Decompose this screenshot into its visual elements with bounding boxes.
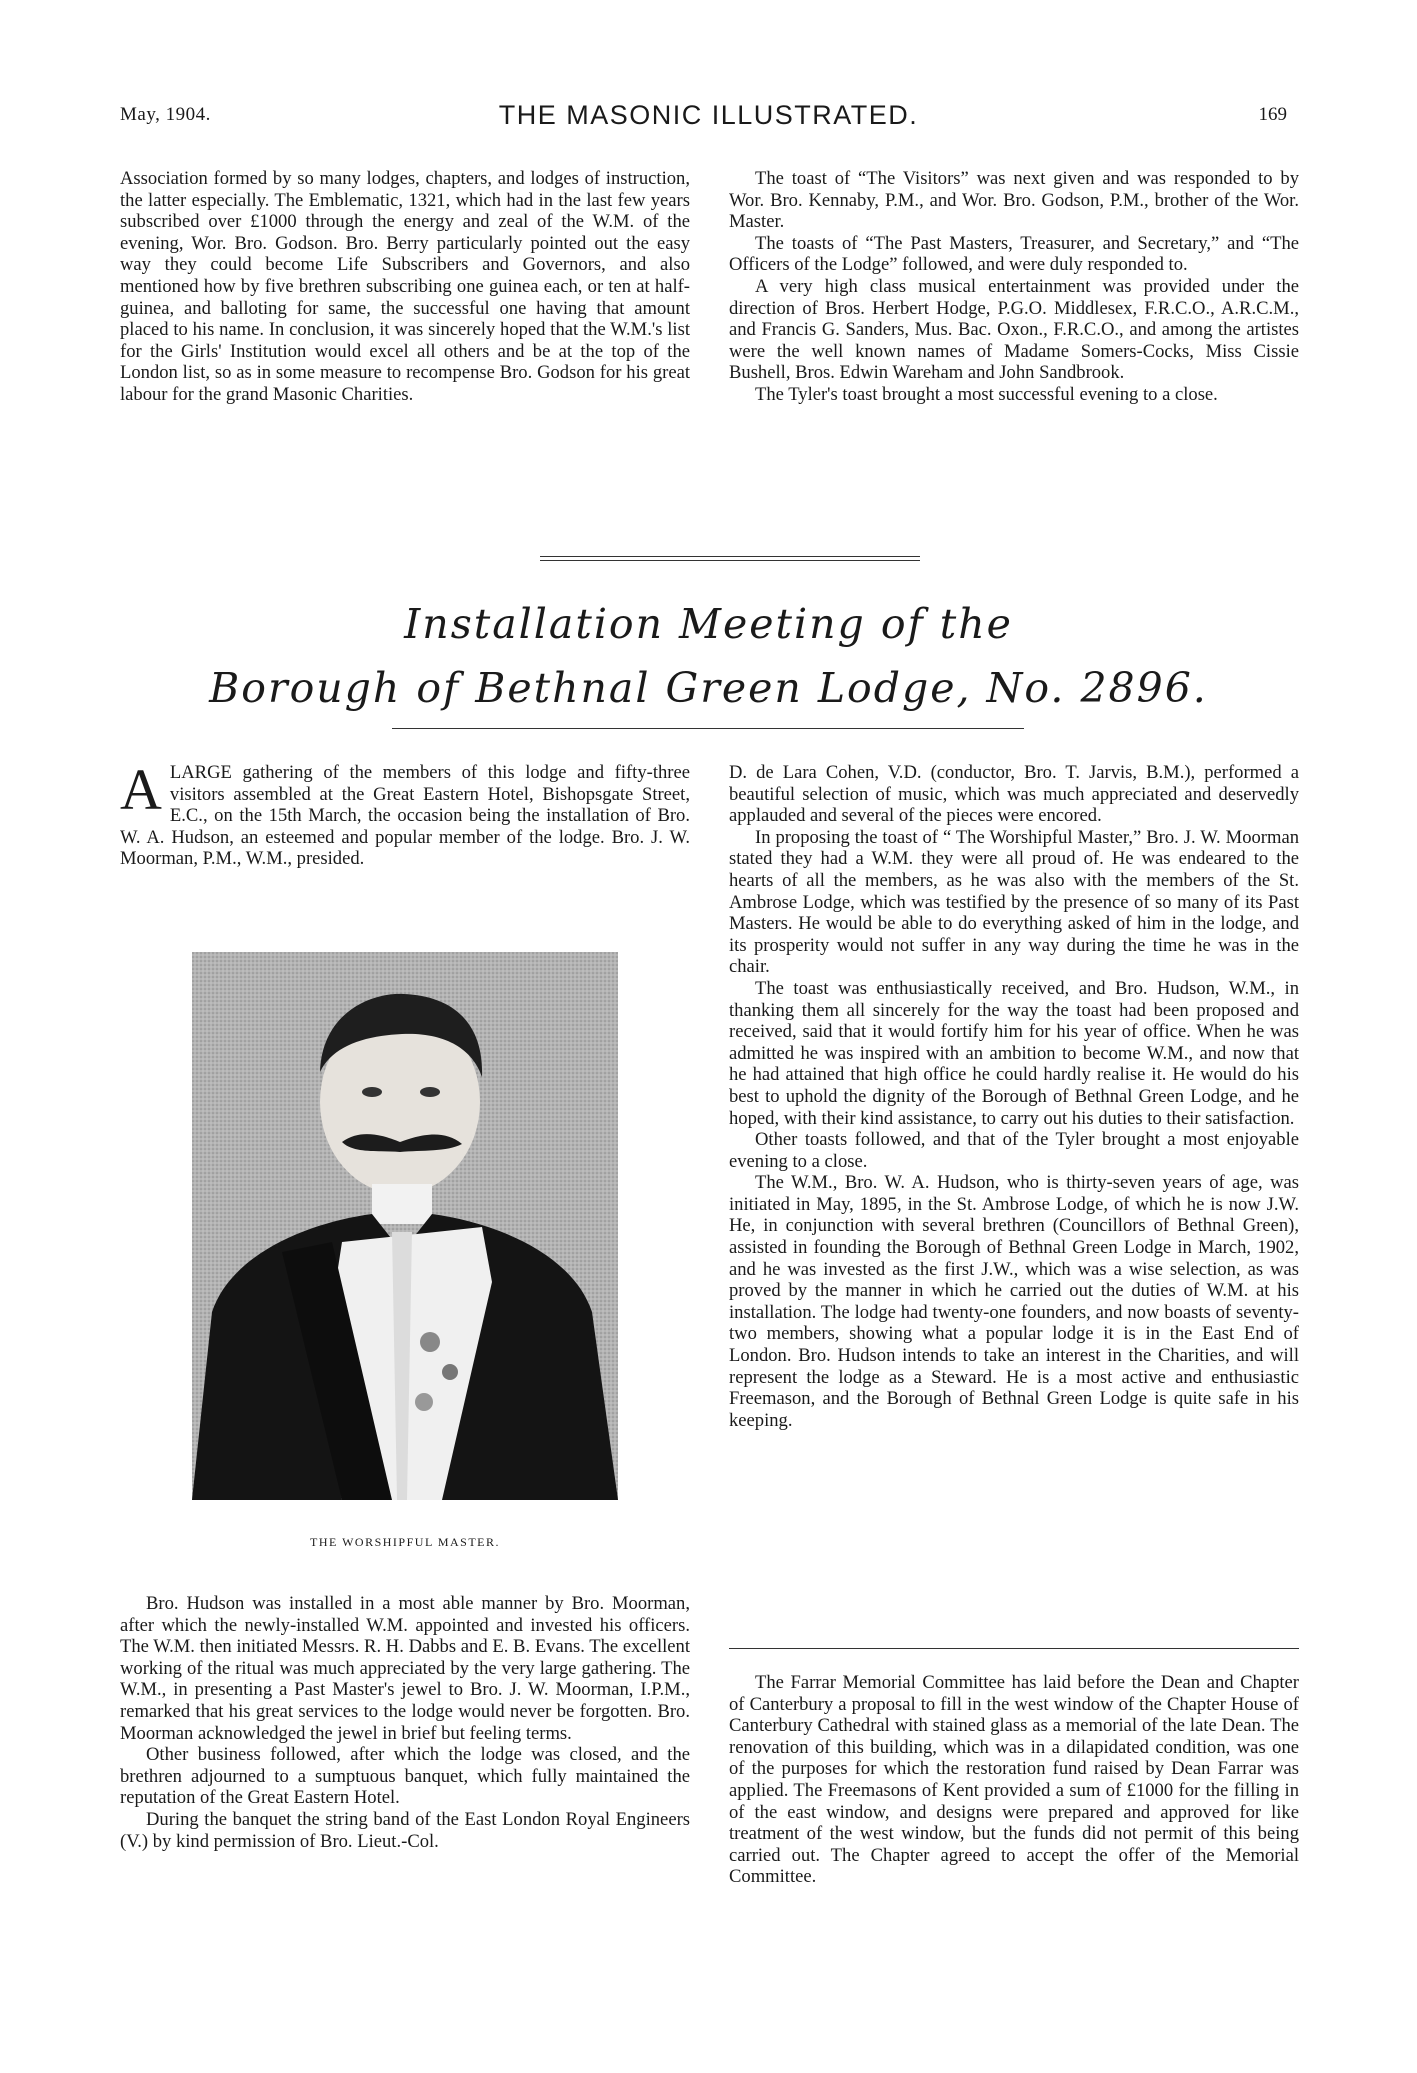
paragraph: In proposing the toast of “ The Worshipful Master,” Bro. J. W. Moorman stated they had a W.M. they were all proud of. He was endeared to the hearts of all the members, as he was also with the members of the St. Ambrose Lodge, which was testified by the presence of so many of its Past Masters. He would be able to do everything asked of him in the lodge, and its prosperity would not suffer in any way during the time he was in the chair. [729,826,1299,978]
drop-cap: A [120,757,162,822]
paragraph: The Tyler's toast brought a most successful evening to a close. [755,383,1218,405]
article-title-line-2: Borough of Bethnal Green Lodge, No. 2896. [209,664,1208,712]
masthead: THE MASONIC ILLUSTRATED. [498,100,919,130]
paragraph: The W.M., Bro. W. A. Hudson, who is thirty-seven years of age, was initiated in May, 1895, in the St. Ambrose Lodge, of which he is now J.W. He, in conjunction with several brethren (Councillors of Bethnal Green), assisted in founding the Borough of Bethnal Green Lodge in March, 1902, and he was invested as the first J.W., which was a wise selection, as was proved by the manner in which he carried out the duties of W.M. at his installation. The lodge had twenty-one founders, and now boasts of seventy-two members, showing what a popular lodge it is in the East End of London. Bro. Hudson intends to take an interest in the Charities, and will represent the lodge as a Steward. He is a most active and enthusiastic Freemason, and the Borough of Bethnal Green Lodge is quite safe in his keeping. [729,1172,1299,1431]
issue-date: May, 1904. [120,104,211,125]
paragraph: A very high class musical entertainment was provided under the direction of Bros. Herbert Hodge, P.G.O. Middlesex, F.R.C.O., A.R.C.M., and Francis G. Sanders, Mus. Bac. Oxon., F.R.C.O., and among the artistes were the well known names of Madame Somers-Cocks, Miss Cissie Bushell, Bros. Edwin Wareham and John Sandbrook. [729,275,1299,384]
section-divider [540,556,920,561]
photo-caption: THE WORSHIPFUL MASTER. [309,1535,500,1549]
article-title-line-1: Installation Meeting of the [404,600,1013,648]
paragraph: Other toasts followed, and that of the Tyler brought a most enjoyable evening to a close. [729,1129,1299,1172]
paragraph: The toasts of “The Past Masters, Treasurer, and Secretary,” and “The Officers of the Lodge” followed, and were duly responded to. [729,232,1299,276]
top-left-column [120,168,690,406]
top-right-column [729,168,1299,406]
page-header [0,100,1417,140]
article-left-column [120,1593,690,1852]
continued-paragraph: Association formed by so many lodges, chapters, and lodges of instruction, the latter especially. The Emblematic, 1321, which had in the last few years subscribed over £1000 through the energy and zeal of the W.M. of the evening, Wor. Bro. Godson. Bro. Berry particularly pointed out the easy way they could become Life Subscribers and Governors, and also mentioned how by five brethren subscribing one guinea each, or ten at half-guinea, and balloting for same, the successful one having that amount placed to his name. In conclusion, it was sincerely hoped that the W.M.'s list for the Girls' Institution would excel all others and be at the top of the London list, so as in some measure to recompense Bro. Godson for his great labour for the grand Masonic Charities. [120,168,690,405]
page-number: 169 [1258,104,1287,125]
paragraph: The Farrar Memorial Committee has laid before the Dean and Chapter of Canterbury a proposal to fill in the west window of the Chapter House of Canterbury Cathedral with stained glass as a memorial of the late Dean. The renovation of this building, which was in a dilapidated condition, was one of the purposes for which the restoration fund raised by Dean Farrar was applied. The Freemasons of Kent provided a sum of £1000 for the filling in of the east window, and designs were prepared and approved for like treatment of the west window, but the funds did not permit of this being carried out. The Chapter agreed to accept the offer of the Memorial Committee. [729,1672,1299,1888]
paragraph: During the banquet the string band of the East London Royal Engineers (V.) by kind permission of Bro. Lieut.-Col. [120,1808,690,1852]
portrait-photo [192,952,618,1500]
paragraph: D. de Lara Cohen, V.D. (conductor, Bro. T. Jarvis, B.M.), performed a beautiful selection of music, which was much appreciated and deservedly applauded and several of the pieces were encored. [729,762,1299,827]
article-intro [120,757,690,870]
title-underline [392,728,1024,729]
paragraph: The toast of “The Visitors” was next given and was responded to by Wor. Bro. Kennaby, P.M., and Wor. Bro. Godson, P.M., brother of the Wor. Master. [729,168,1299,233]
paragraph: The toast was enthusiastically received, and Bro. Hudson, W.M., in thanking them all sincerely for the way the toast had been proposed and received, said that it would fortify him for his year of office. When he was admitted he was inspired with an ambition to become W.M., and now that he had attained that high office he could hardly realise it. He would do his best to uphold the dignity of the Borough of Bethnal Green Lodge, and he hoped, with their kind assistance, to carry out his duties to their satisfaction. [729,977,1299,1129]
column-divider [729,1648,1299,1649]
article-right-column [729,762,1299,1431]
paragraph: Other business followed, after which the lodge was closed, and the brethren adjourned to a sumptuous banquet, which fully maintained the reputation of the Great Eastern Hotel. [120,1744,690,1809]
farrar-memorial-column [729,1672,1299,1888]
paragraph: Bro. Hudson was installed in a most able manner by Bro. Moorman, after which the newly-installed W.M. appointed and invested his officers. The W.M. then initiated Messrs. R. H. Dabbs and E. B. Evans. The excellent working of the ritual was much appreciated by the very large gathering. The W.M., in presenting a Past Master's jewel to Bro. J. W. Moorman, I.P.M., remarked that his great services to the lodge would never be forgotten. Bro. Moorman acknowledged the jewel in brief but feeling terms. [120,1593,690,1744]
intro-text: LARGE gathering of the members of this lodge and fifty-three visitors assembled at the Great Eastern Hotel, Bishopsgate Street, E.C., on the 15th March, the occasion being the installation of Bro. W. A. Hudson, an esteemed and popular member of the lodge. Bro. J. W. Moorman, P.M., W.M., presided. [120,762,690,870]
portrait-illustration [192,952,618,1500]
